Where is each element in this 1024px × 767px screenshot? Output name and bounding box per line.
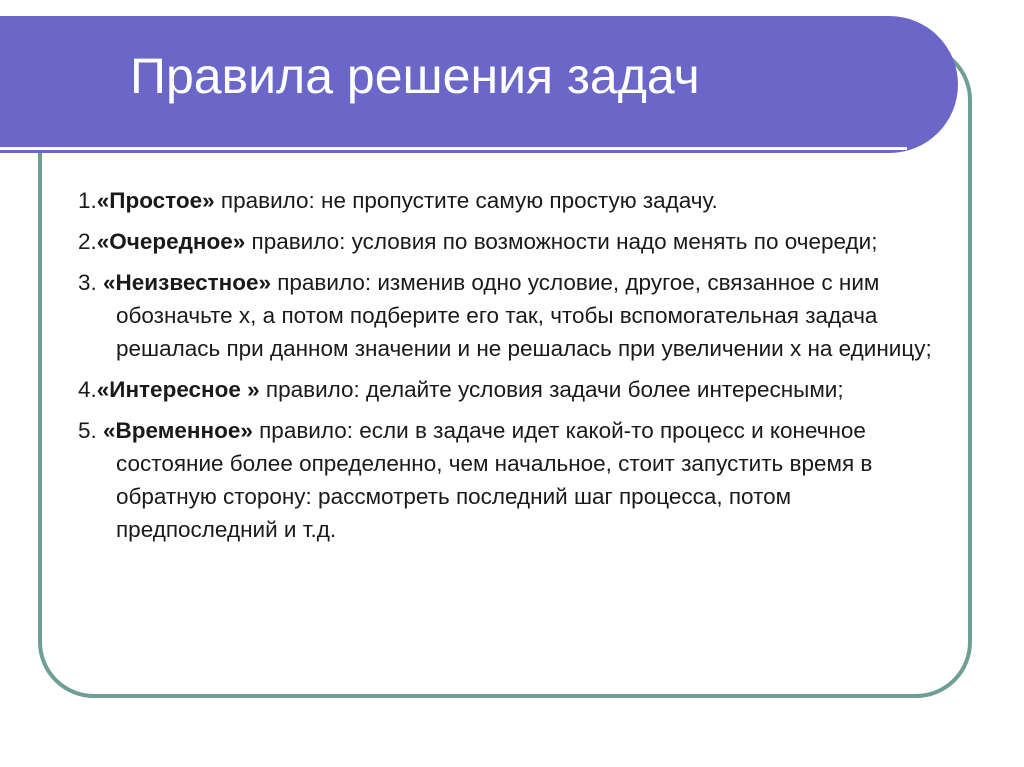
rule-item-4: [78, 373, 948, 406]
rule-item-3: [78, 266, 948, 365]
rule-number: 1.: [78, 188, 97, 213]
rule-name: «Интересное »: [96, 377, 260, 402]
rule-name: «Временное»: [103, 418, 253, 443]
rule-number: 4.: [78, 377, 97, 402]
rule-text: правило: не пропустите самую простую задачу.: [214, 188, 718, 213]
rules-list: [78, 184, 948, 554]
rule-name: «Простое»: [96, 188, 215, 213]
rule-number: 2.: [78, 229, 97, 254]
title-underline: [0, 147, 907, 150]
rule-item-2: [78, 225, 948, 258]
rule-number: 3.: [78, 270, 104, 295]
rule-text: правило: если в задаче идет какой-то процесс и конечное состояние более определенно, чем начальное, стоит запустить время в обратную сторону: рассмотреть последний шаг процесса, потом предпоследний и т.д.: [116, 418, 873, 542]
rule-text: правило: условия по возможности надо менять по очереди;: [245, 229, 878, 254]
rule-number: 5.: [78, 418, 104, 443]
rule-text: правило: делайте условия задачи более интересными;: [259, 377, 844, 402]
rule-name: «Очередное»: [96, 229, 246, 254]
rule-name: «Неизвестное»: [103, 270, 271, 295]
rule-item-1: [78, 184, 948, 217]
rule-text: правило: изменив одно условие, другое, связанное с ним обозначьте х, а потом подберите его так, чтобы вспомогательная задача решалась при данном значении и не решалась при увеличении х на единицу;: [116, 270, 932, 361]
slide-title: Правила решения задач: [130, 48, 700, 104]
rule-item-5: [78, 414, 948, 546]
